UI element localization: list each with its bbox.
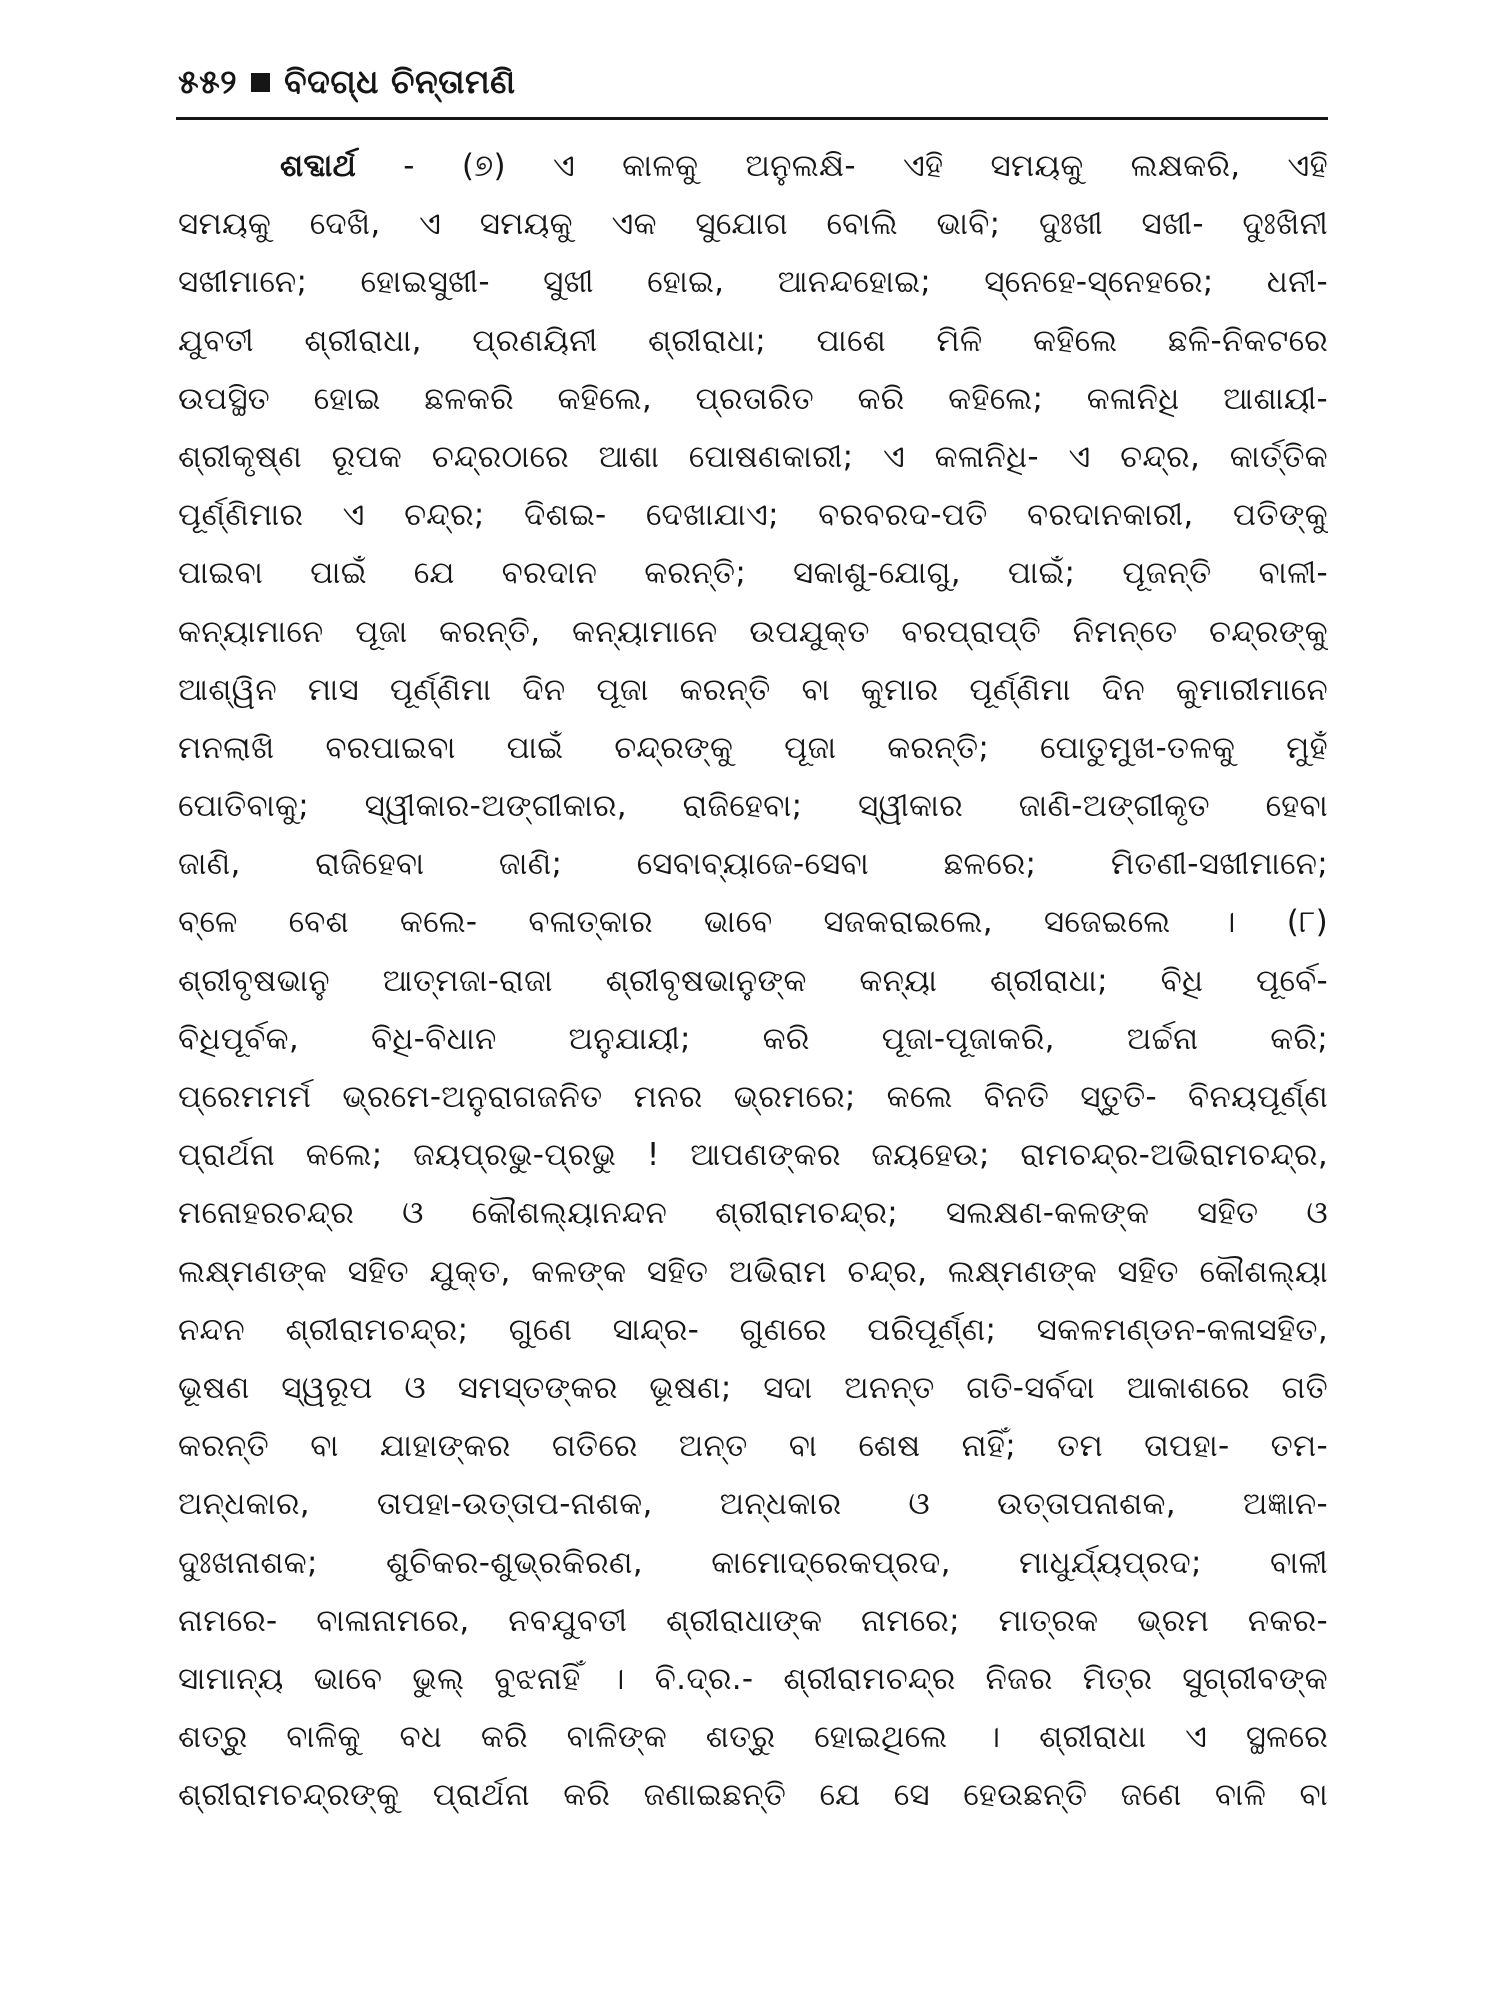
text-line: ସମୟକୁ ଦେଖି, ଏ ସମୟକୁ ଏକ ସୁଯୋଗ ବୋଲି ଭାବି; ଦୁଃଖୀ ସଖୀ- ଦୁଃଖିନୀ (178, 206, 1328, 243)
text-line: ଶ୍ରୀବୃଷଭାନୁ ଆତ୍ମଜା-ରାଜା ଶ୍ରୀବୃଷଭାନୁଙ୍କ କନ୍ୟା ଶ୍ରୀରାଧା; ବିଧି ପୂର୍ବେ- (178, 962, 1328, 999)
lead-term: ଶବ୍ଦାର୍ଥ (280, 148, 357, 184)
text-line: ସାମାନ୍ୟ ଭାବେ ଭୁଲ୍ ବୁଝନାହିଁ । ବି.ଦ୍ର.- ଶ୍ରୀରାମଚନ୍ଦ୍ର ନିଜର ମିତ୍ର ସୁଗ୍ରୀବଙ୍କ (178, 1660, 1328, 1697)
body-text (178, 137, 1328, 1824)
running-header (178, 52, 516, 112)
page-number: ୫୫୨ (178, 62, 238, 101)
text-line: ଭୂଷଣ ସ୍ୱରୂପ ଓ ସମସ୍ତଙ୍କର ଭୂଷଣ; ସଦା ଅନନ୍ତ ଗତି-ସର୍ବଦା ଆକାଶରେ ଗତି (178, 1369, 1328, 1406)
text-line: ମନୋହରଚନ୍ଦ୍ର ଓ କୌଶଲ୍ୟାନନ୍ଦନ ଶ୍ରୀରାମଚନ୍ଦ୍ର; ସଲକ୍ଷଣ-କଳଙ୍କ ସହିତ ଓ (178, 1195, 1328, 1232)
text-line: ଶ୍ରୀକୃଷ୍ଣ ରୂପକ ଚନ୍ଦ୍ରଠାରେ ଆଶା ପୋଷଣକାରୀ; ଏ କଳାନିଧି- ଏ ଚନ୍ଦ୍ର, କାର୍ତ୍ତିକ (178, 438, 1328, 475)
text-line: ସଖୀମାନେ; ହୋଇସୁଖୀ- ସୁଖୀ ହୋଇ, ଆନନ୍ଦହୋଇ; ସ୍ନେହେ-ସ୍ନେହରେ; ଧନୀ- (178, 264, 1328, 301)
first-line-text: - (୭) ଏ କାଳକୁ ଅନୁଲକ୍ଷି- ଏହି ସମୟକୁ ଲକ୍ଷକରି, ଏହି (356, 148, 1328, 184)
text-line: ପୋତିବାକୁ; ସ୍ୱୀକାର-ଅଙ୍ଗୀକାର, ରାଜିହେବା; ସ୍ୱୀକାର ଜାଣି-ଅଙ୍ଗୀକୃତ ହେବା (178, 788, 1328, 825)
text-line: ଜାଣି, ରାଜିହେବା ଜାଣି; ସେବାବ୍ୟାଜେ-ସେବା ଛଳରେ; ମିତଣୀ-ସଖୀମାନେ; (178, 846, 1328, 883)
header-rule (176, 117, 1328, 120)
text-line: ନନ୍ଦନ ଶ୍ରୀରାମଚନ୍ଦ୍ର; ଗୁଣେ ସାନ୍ଦ୍ର- ଗୁଣରେ ପରିପୂର୍ଣ୍ଣ; ସକଳମଣ୍ଡନ-କଳାସହିତ, (178, 1311, 1328, 1348)
text-line: ଯୁବତୀ ଶ୍ରୀରାଧା, ପ୍ରଣୟିନୀ ଶ୍ରୀରାଧା; ପାଶେ ମିଳି କହିଲେ ଛଳି-ନିକଟରେ (178, 322, 1328, 359)
header-square-bullet-icon (251, 73, 270, 92)
text-line: ପାଇବା ପାଇଁ ଯେ ବରଦାନ କରନ୍ତି; ସକାଶୁ-ଯୋଗୁ, ପାଇଁ; ପୂଜନ୍ତି ବାଳୀ- (178, 555, 1328, 592)
text-line: ଶ୍ରୀରାମଚନ୍ଦ୍ରଙ୍କୁ ପ୍ରାର୍ଥନା କରି ଜଣାଇଛନ୍ତି ଯେ ସେ ହେଉଛନ୍ତି ଜଣେ ବାଳି ବା (178, 1777, 1328, 1814)
text-line: ଉପସ୍ଥିତ ହୋଇ ଛଳକରି କହିଲେ, ପ୍ରତାରିତ କରି କହିଲେ; କଳାନିଧି ଆଶାୟୀ- (178, 380, 1328, 417)
text-line (178, 137, 1328, 195)
book-title: ବିଦଗ୍ଧ ଚିନ୍ତାମଣି (284, 62, 516, 101)
text-line: ବିଧିପୂର୍ବକ, ବିଧି-ବିଧାନ ଅନୁଯାୟୀ; କରି ପୂଜା-ପୂଜାକରି, ଅର୍ଚ୍ଚନା କରି; (178, 1020, 1328, 1057)
text-line: ପ୍ରାର୍ଥନା କଲେ; ଜୟପ୍ରଭୁ-ପ୍ରଭୁ ! ଆପଣଙ୍କର ଜୟହେଉ; ରାମଚନ୍ଦ୍ର-ଅଭିରାମଚନ୍ଦ୍ର, (178, 1137, 1328, 1174)
text-line: ଅନ୍ଧକାର, ତାପହା-ଉତ୍ତାପ-ନାଶକ, ଅନ୍ଧକାର ଓ ଉତ୍ତାପନାଶକ, ଅଜ୍ଞାନ- (178, 1486, 1328, 1523)
text-line: ନାମରେ- ବାଳାନାମରେ, ନବଯୁବତୀ ଶ୍ରୀରାଧାଙ୍କ ନାମରେ; ମାତ୍ରକ ଭ୍ରମ ନକର- (178, 1602, 1328, 1639)
text-line: ମନଲାଖି ବରପାଇବା ପାଇଁ ଚନ୍ଦ୍ରଙ୍କୁ ପୂଜା କରନ୍ତି; ପୋତୁମୁଖ-ତଳକୁ ମୁହଁ (178, 729, 1328, 766)
text-line: ପ୍ରେମମର୍ମ ଭ୍ରମେ-ଅନୁରାଗଜନିତ ମନର ଭ୍ରମରେ; କଲେ ବିନତି ସ୍ତୁତି- ବିନୟପୂର୍ଣ୍ଣ (178, 1079, 1328, 1115)
text-line: ଲକ୍ଷ୍ମଣଙ୍କ ସହିତ ଯୁକ୍ତ, କଳଙ୍କ ସହିତ ଅଭିରାମ ଚନ୍ଦ୍ର, ଲକ୍ଷ୍ମଣଙ୍କ ସହିତ କୌଶଲ୍ୟା (178, 1253, 1328, 1290)
text-line: ଦୁଃଖନାଶକ; ଶୁଚିକର-ଶୁଭ୍ରକିରଣ, କାମୋଦ୍ରେକପ୍ରଦ, ମାଧୁର୍ଯ୍ୟପ୍ରଦ; ବାଳୀ (178, 1544, 1328, 1581)
text-line: ଆଶ୍ୱିନ ମାସ ପୂର୍ଣ୍ଣିମା ଦିନ ପୂଜା କରନ୍ତି ବା କୁମାର ପୂର୍ଣ୍ଣିମା ଦିନ କୁମାରୀମାନେ (178, 671, 1328, 708)
text-line: ପୂର୍ଣ୍ଣିମାର ଏ ଚନ୍ଦ୍ର; ଦିଶଇ- ଦେଖାଯାଏ; ବରବରଦ-ପତି ବରଦାନକାରୀ, ପତିଙ୍କୁ (178, 497, 1328, 534)
text-line: ଶତ୍ରୁ ବାଳିକୁ ବଧ କରି ବାଳିଙ୍କ ଶତ୍ରୁ ହୋଇଥିଲେ । ଶ୍ରୀରାଧା ଏ ସ୍ଥଳରେ (178, 1719, 1328, 1756)
text-line: ବ୍ଳେ ବେଶ କଲେ- ବଳାତ୍କାର ଭାବେ ସଜକରାଇଲେ, ସଜେଇଲେ । (୮) (178, 904, 1328, 941)
text-line: କନ୍ୟାମାନେ ପୂଜା କରନ୍ତି, କନ୍ୟାମାନେ ଉପଯୁକ୍ତ ବରପ୍ରାପ୍ତି ନିମନ୍ତେ ଚନ୍ଦ୍ରଙ୍କୁ (178, 613, 1328, 650)
text-line: କରନ୍ତି ବା ଯାହାଙ୍କର ଗତିରେ ଅନ୍ତ ବା ଶେଷ ନାହିଁ; ତମ ତାପହା- ତମ- (178, 1428, 1328, 1465)
